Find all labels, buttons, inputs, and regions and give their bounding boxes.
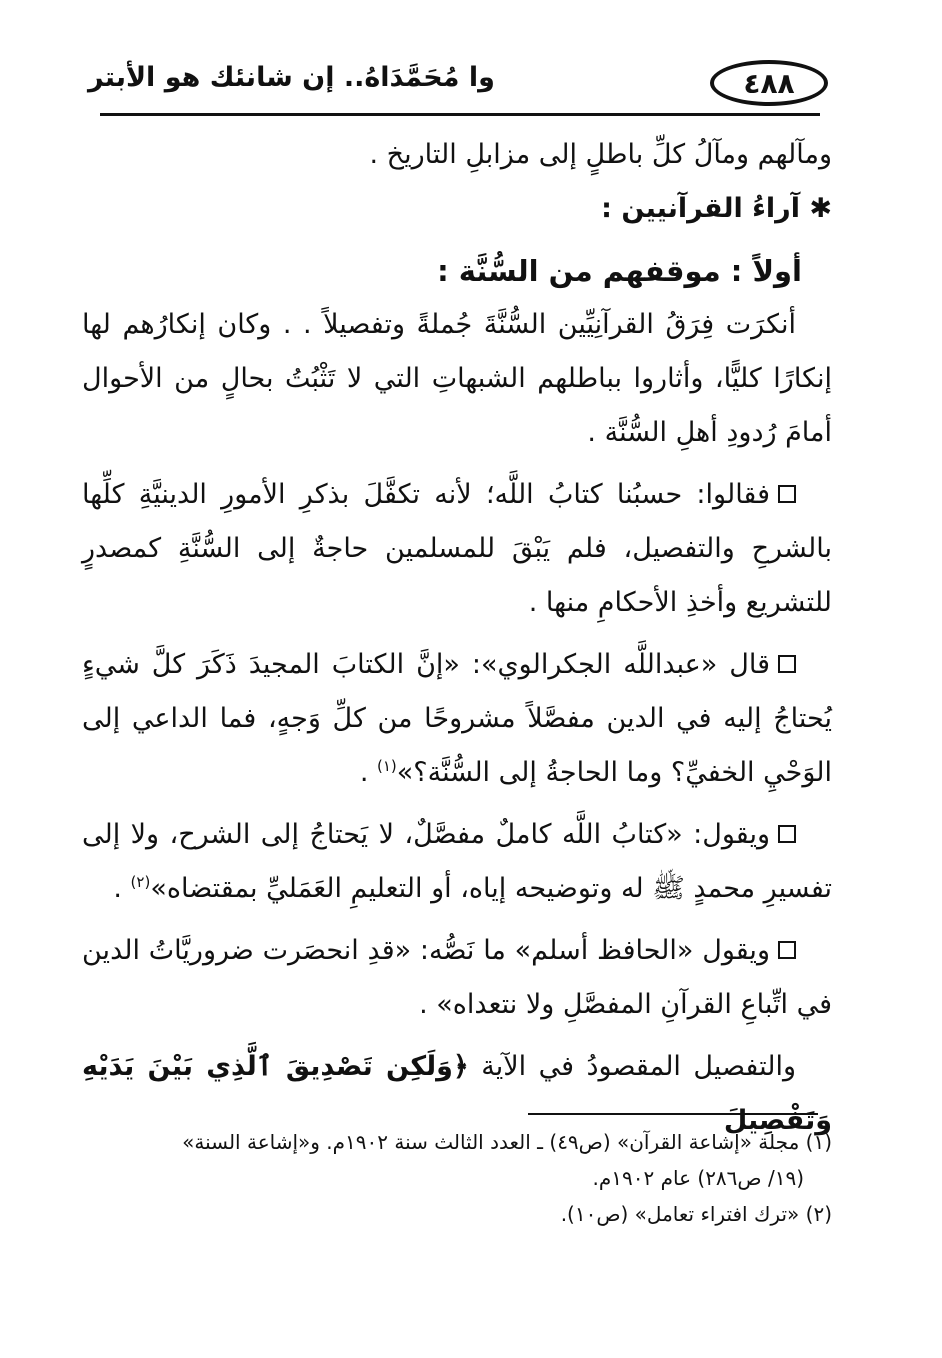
page-number	[710, 60, 828, 106]
page-header	[88, 52, 828, 110]
section-heading-text: آراءُ القرآنيين :	[601, 193, 800, 224]
section-heading	[82, 182, 832, 236]
quran-verse: ﴿وَلَكِن تَصْدِيقَ ٱلَّذِي بَيْنَ يَدَيْهِ وَتَفْصِيلَ	[82, 1051, 832, 1136]
footnote-2: (٢) «ترك افتراء تعامل» (ص١٠).	[560, 1202, 832, 1226]
subsection-heading: أولاً : موقفهم من السُّنَّة :	[437, 254, 802, 288]
page-number-text: ٤٨٨	[743, 66, 795, 100]
footnote-1: (١) مجلة «إشاعة القرآن» (ص٤٩) ـ العدد الثالث سنة ١٩٠٢م. و«إشاعة السنة»	[182, 1130, 832, 1154]
paragraph-quote-second	[82, 808, 832, 916]
quote-intro: قال «عبداللَّه الجكرالوي»:	[459, 649, 770, 680]
quote-end: .	[113, 873, 131, 904]
footnote-divider	[528, 1113, 818, 1115]
quote-text: «إنَّ الكتابَ المجيدَ ذَكَرَ كلَّ شيءٍ يُحتاجُ إليه في الدين مفصَّلاً مشروحًا من كلِّ وَجهٍ، فما الداعي إلى الوَحْيِ الخفيِّ؟ وما الحاجةُ إلى السُّنَّة؟»	[82, 649, 832, 788]
quote-text: «كتابُ اللَّه كاملٌ مفصَّلٌ، لا يَحتاجُ إلى الشرح، ولا إلى تفسيرِ محمدٍ ﷺ له وتوضيحه إياه، أو التعليمِ العَمَليِّ بمقتضاه»	[82, 819, 832, 904]
quote-intro: ويقول:	[682, 819, 770, 850]
footnote-ref-1[interactable]: (١)	[376, 757, 397, 775]
paragraph-quote-aslam	[82, 924, 832, 1032]
running-title: وا مُحَمَّدَاهُ.. إن شانئك هو الأبتر	[88, 62, 495, 93]
square-bullet-icon	[778, 941, 796, 959]
quote-text: «قدِ انحصَرت ضروريَّاتُ الدين في اتِّباعِ القرآنِ المفصَّلِ ولا نتعداه» .	[82, 935, 832, 1020]
square-bullet-icon	[778, 485, 796, 503]
verse-intro: والتفصيل المقصودُ في الآية	[468, 1051, 796, 1082]
footnote-1-continued: (١٩/ ص٢٨٦) عام ١٩٠٢م.	[592, 1166, 804, 1190]
paragraph-continuation: ومآلهم ومآلُ كلِّ باطلٍ إلى مزابلِ التاريخ .	[369, 139, 832, 170]
square-bullet-icon	[778, 825, 796, 843]
footnotes	[86, 1124, 832, 1232]
paragraph-quote-jakralawi	[82, 638, 832, 800]
star-icon: ✱	[809, 193, 832, 224]
footnote-ref-2[interactable]: (٢)	[130, 873, 151, 891]
main-text	[82, 128, 832, 1148]
paragraph-claim	[82, 468, 832, 630]
quote-intro: ويقول «الحافظ أسلم» ما نَصُّه:	[411, 935, 770, 966]
header-divider	[100, 113, 820, 116]
square-bullet-icon	[778, 655, 796, 673]
paragraph-claim-text: فقالوا: حسبُنا كتابُ اللَّه؛ لأنه تكفَّلَ بذكرِ الأمورِ الدينيَّةِ كلِّها بالشرحِ والتفصيل، فلم يَبْقَ للمسلمين حاجةٌ إلى السُّنَّةِ كمصدرٍ للتشريع وأخذِ الأحكامِ منها .	[82, 479, 832, 618]
paragraph-rejection: أنكرَت فِرَقُ القرآنِيِّين السُّنَّةَ جُملةً وتفصيلاً . . وكان إنكارُهم لها إنكارًا كليًّا، وأثاروا بباطلهم الشبهاتِ التي لا تَثْبُتُ بحالٍ من الأحوال أمامَ رُدودِ أهلِ السُّنَّة .	[82, 309, 832, 448]
quote-end: .	[359, 757, 377, 788]
